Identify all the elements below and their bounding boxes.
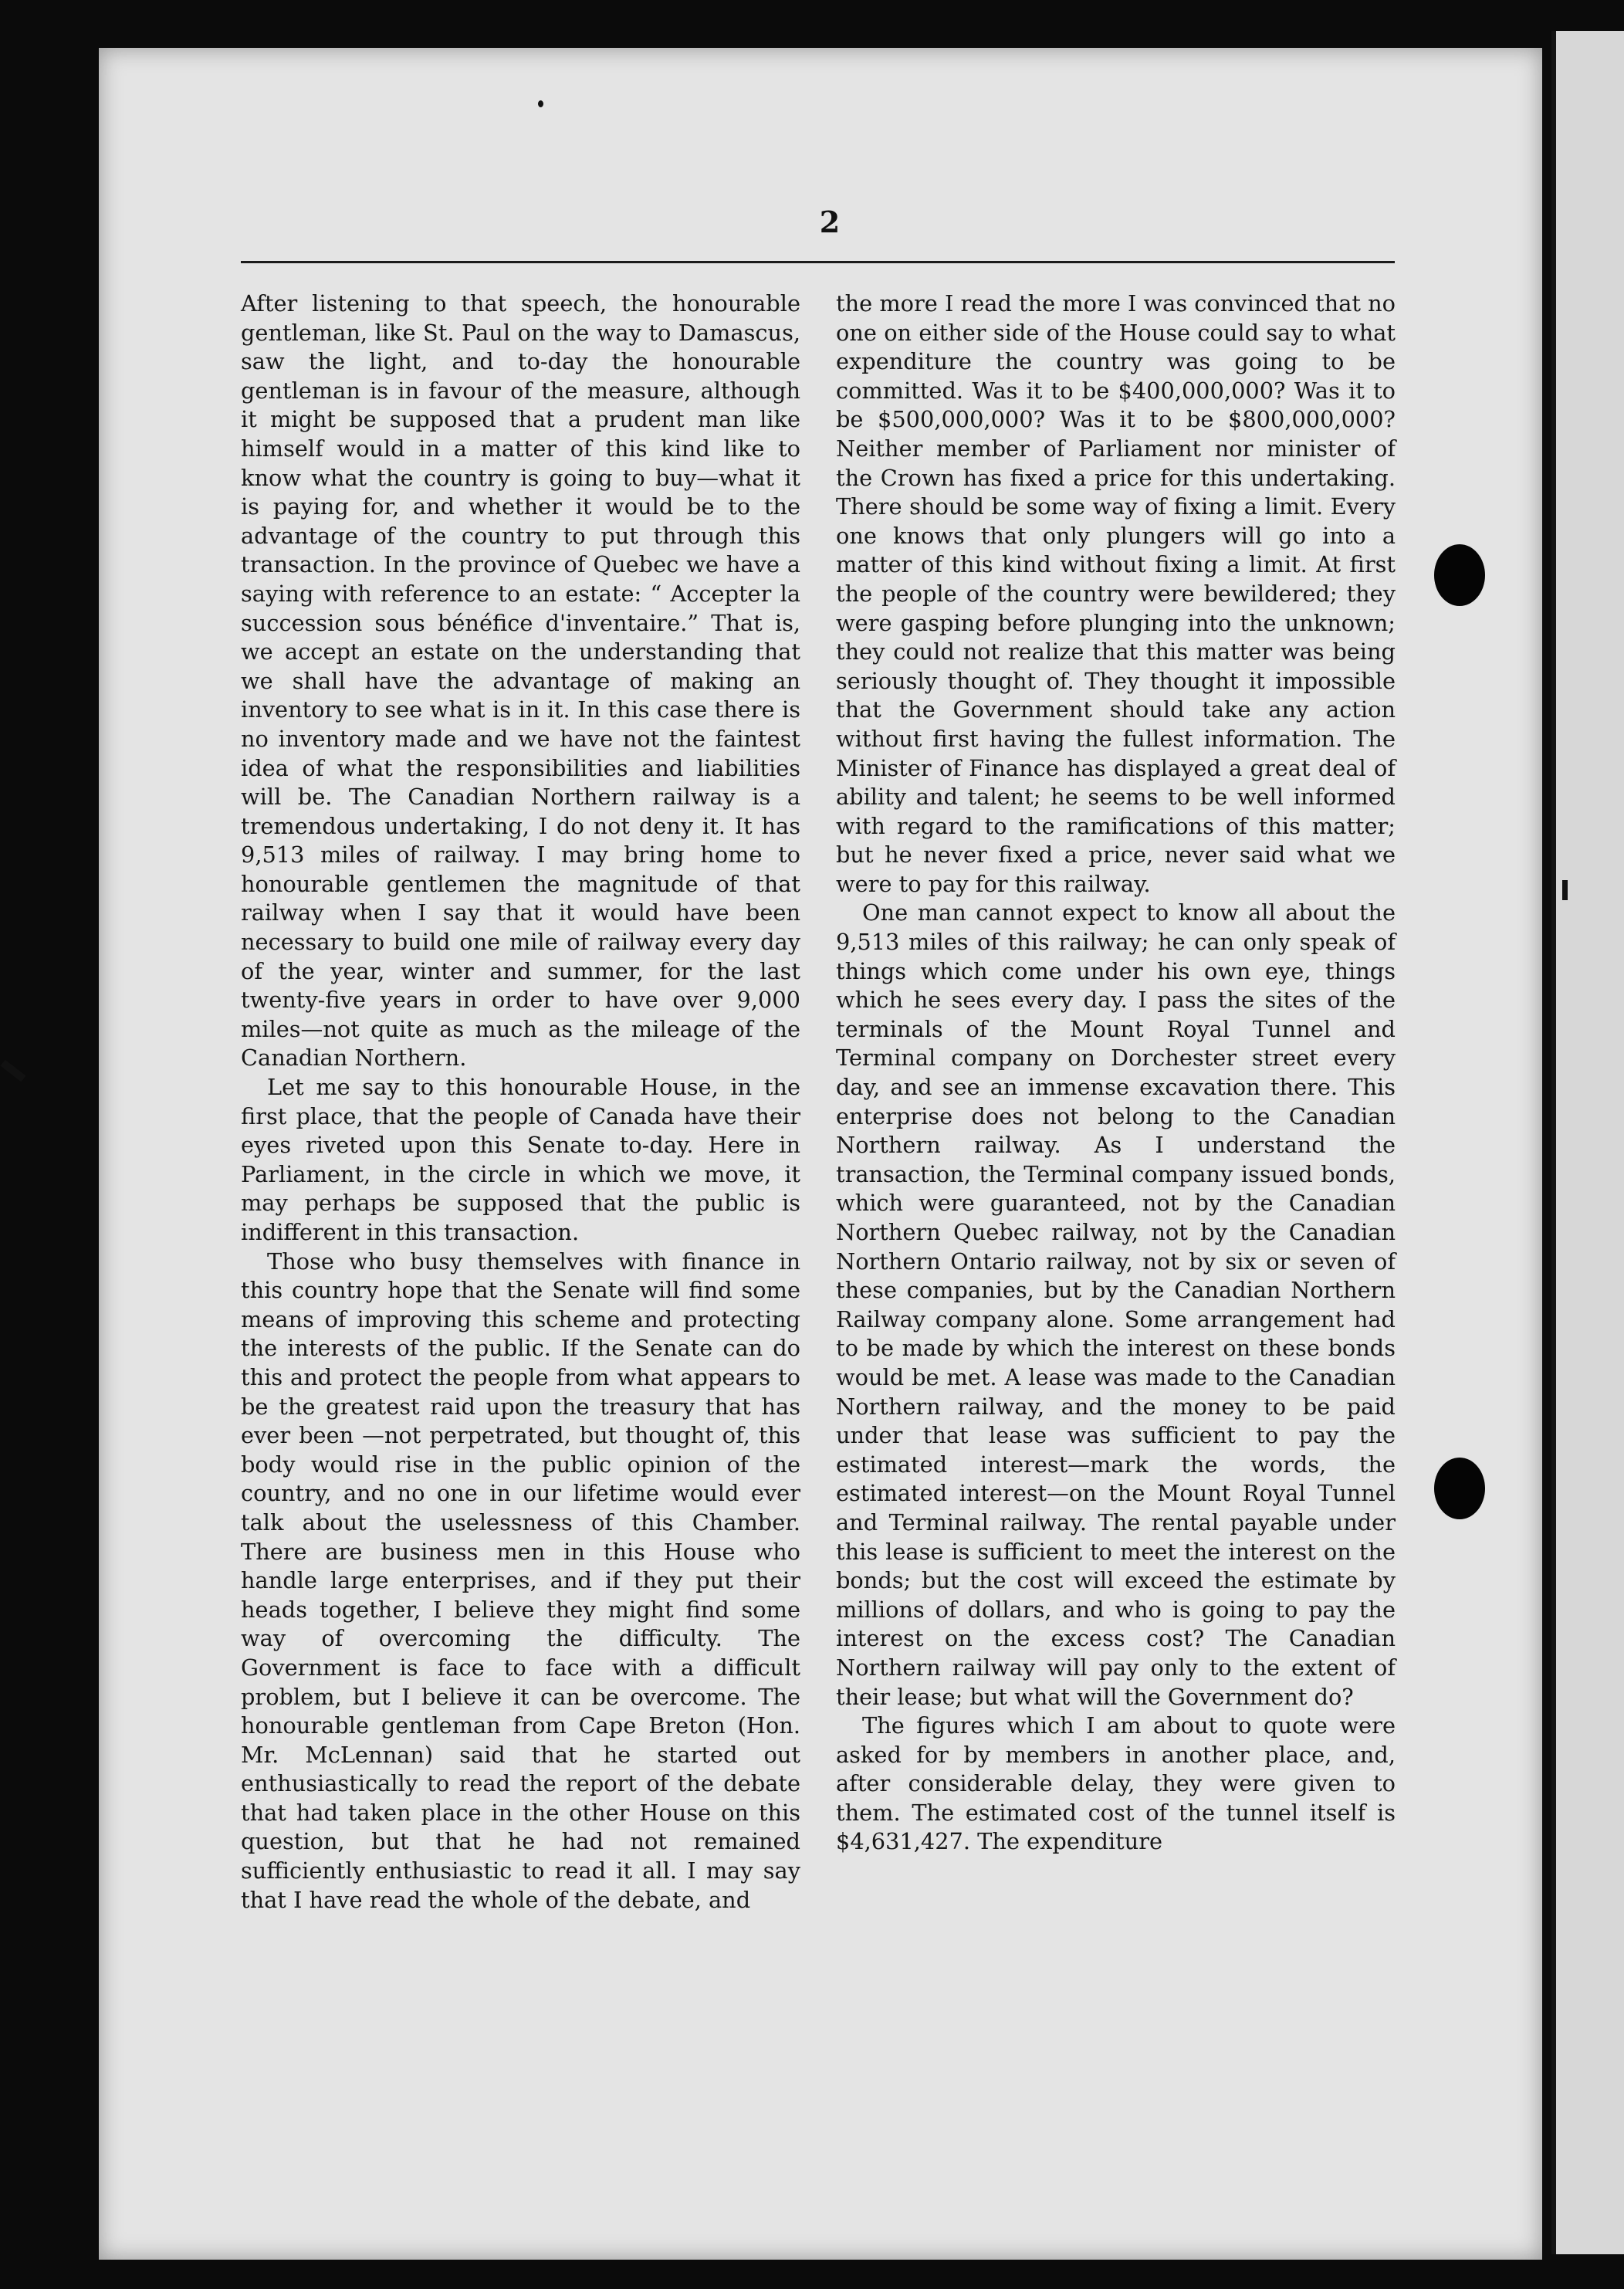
scan-speck — [1562, 880, 1568, 900]
left-column — [241, 290, 800, 1915]
scan-speck — [1, 1060, 26, 1082]
adjacent-page-edge — [1551, 31, 1624, 2254]
paragraph: The figures which I am about to quote were asked for by members in another place, and, after considerable delay, they were given to them. The estimated cost of the tunnel itself is $4,631,427. The expenditure — [836, 1712, 1396, 1855]
page-number: 2 — [819, 205, 841, 239]
paragraph: One man cannot expect to know all about the 9,513 miles of this railway; he can only speak of things which come under his own eye, things which he sees every day. I pass the sites of the terminals of the Mount Royal Tunnel and Terminal company on Dorchester street every day, and see an immense excavation there. This enterprise does not belong to the Canadian Northern railway. As I understand the transaction, the Terminal company issued bonds, which were guaranteed, not by the Canadian Northern Quebec railway, not by the Canadian Northern Ontario railway, not by six or seven of these companies, but by the Canadian Northern Railway company alone. Some arrangement had to be made by which the interest on these bonds would be met. A lease was made to the Canadian Northern railway, and the money to be paid under that lease was sufficient to pay the estimated interest—mark the words, the estimated interest—on the Mount Royal Tunnel and Terminal railway. The rental payable under this lease is sufficient to meet the interest on the bonds; but the cost will exceed the estimate by millions of dollars, and who is going to pay the interest on the excess cost? The Canadian Northern railway will pay only to the extent of their lease; but what will the Government do? — [836, 899, 1396, 1710]
paragraph: Let me say to this honourable House, in the first place, that the people of Canada have their eyes riveted upon this Senate to-day. Here in Parliament, in the circle in which we move, it may perhaps be supposed that the public is indifferent in this transaction. — [241, 1074, 800, 1245]
binding-hole — [1434, 1458, 1485, 1519]
right-column — [836, 290, 1396, 1857]
header-rule — [241, 261, 1395, 263]
scan-speck — [538, 100, 543, 107]
paragraph: the more I read the more I was convinced that no one on either side of the House could say to what expenditure the country was going to be committed. Was it to be $400,000,000? Was it to be $500,000,000? Was it to be $800,000,000? Neither member of Parliament nor minister of the Crown has fixed a price for this undertaking. There should be some way of fixing a limit. Every one knows that only plungers will go into a matter of this kind without fixing a limit. At first the people of the country were bewildered; they were gasping before plunging into the unknown; they could not realize that this matter was being seriously thought of. They thought it impossible that the Government should take any action without first having the fullest information. The Minister of Finance has displayed a great deal of ability and talent; he seems to be well informed with regard to the ramifications of this matter; but he never fixed a price, never said what we were to pay for this railway. — [836, 290, 1396, 897]
binding-hole — [1434, 544, 1485, 606]
paragraph: After listening to that speech, the honourable gentleman, like St. Paul on the way to Damascus, saw the light, and to-day the honourable gentleman is in favour of the measure, although it might be supposed that a prudent man like himself would in a matter of this kind like to know what the country is going to buy—what it is paying for, and whether it would be to the advantage of the country to put through this transaction. In the province of Quebec we have a saying with reference to an estate: “ Accepter la succession sous bénéfice d'inventaire.” That is, we accept an estate on the understanding that we shall have the advantage of making an inventory to see what is in it. In this case there is no inventory made and we have not the faintest idea of what the responsibilities and liabilities will be. The Canadian Northern railway is a tremendous undertaking, I do not deny it. It has 9,513 miles of railway. I may bring home to honourable gentlemen the magnitude of that railway when I say that it would have been necessary to build one mile of railway every day of the year, winter and summer, for the last twenty-five years in order to have over 9,000 miles—not quite as much as the mileage of the Canadian Northern. — [241, 290, 800, 1072]
paragraph: Those who busy themselves with finance in this country hope that the Senate will find some means of improving this scheme and protecting the interests of the public. If the Senate can do this and protect the people from what appears to be the greatest raid upon the treasury that has ever been —not perpetrated, but thought of, this body would rise in the public opinion of the country, and no one in our lifetime would ever talk about the uselessness of this Chamber. There are business men in this House who handle large enterprises, and if they put their heads together, I believe they might find some way of overcoming the difficulty. The Government is face to face with a difficult problem, but I believe it can be overcome. The honourable gentleman from Cape Breton (Hon. Mr. McLennan) said that he started out enthusiastically to read the report of the debate that had taken place in the other House on this question, but that he had not remained sufficiently enthusiastic to read it all. I may say that I have read the whole of the debate, and — [241, 1248, 800, 1913]
